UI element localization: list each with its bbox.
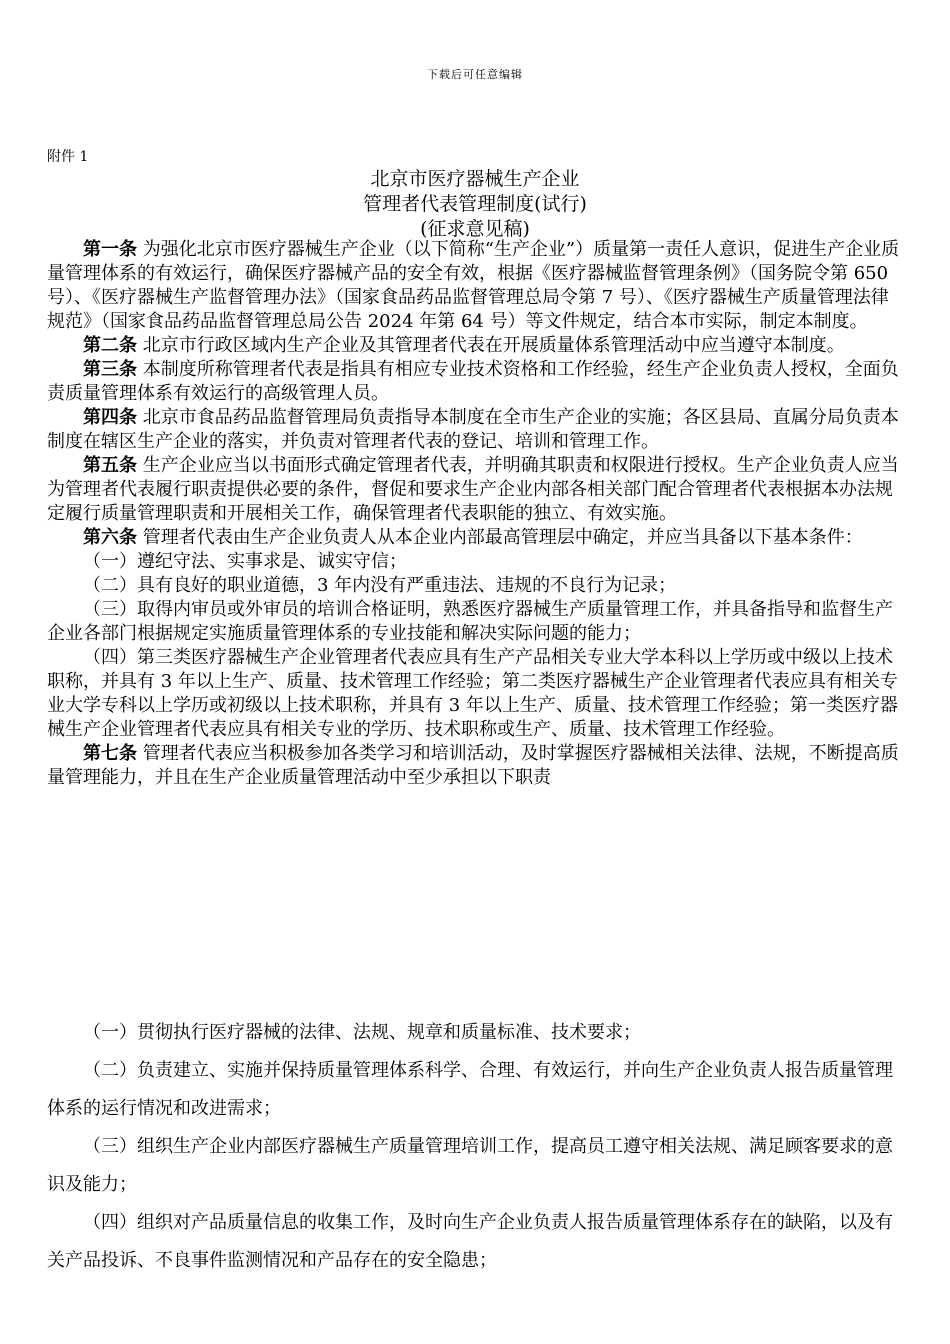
duty-item: （四）组织对产品质量信息的收集工作，及时向生产企业负责人报告质量管理体系存在的缺陷，以及有关产品投诉、不良事件监测情况和产品存在的安全隐患； [47,1212,893,1271]
article-label: 第五条 [83,455,137,476]
document-body [47,238,905,790]
title-line-2: 管理者代表管理制度(试行) [363,193,587,215]
article-text: 为强化北京市医疗器械生产企业（以下简称“生产企业”）质量第一责任人意识，促进生产企业质量管理体系的有效运行，确保医疗器械产品的安全有效，根据《医疗器械监督管理条例》（国务院令第 650 号）、《医疗器械生产监督管理办法》（国家食品药品监督管理总局令第 7 号）、《医疗器械生产质量管理法律规范》（国家食品药品监督管理总局公告 2024 年第 64 号）等文件规定，结合本市实际，制定本制度。 [47,239,900,332]
article-text: 生产企业应当以书面形式确定管理者代表，并明确其职责和权限进行授权。生产企业负责人应当为管理者代表履行职责提供必要的条件，督促和要求生产企业内部各相关部门配合管理者代表根据本办法规定履行质量管理职责和开展相关工作，确保管理者代表职能的独立、有效实施。 [47,455,899,524]
article-text: 本制度所称管理者代表是指具有相应专业技术资格和工作经验，经生产企业负责人授权，全面负责质量管理体系有效运行的高级管理人员。 [47,359,899,404]
article-text: 管理者代表应当积极参加各类学习和培训活动，及时掌握医疗器械相关法律、法规，不断提高质量管理能力，并且在生产企业质量管理活动中至少承担以下职责 [47,743,899,788]
page-header: 下载后可任意编辑 [427,68,523,81]
article-label: 第七条 [83,743,137,764]
duty-item: （一）贯彻执行医疗器械的法律、法规、规章和质量标准、技术要求； [83,1022,641,1043]
condition-item: （一）遵纪守法、实事求是、诚实守信； [83,551,407,572]
condition-item: （四）第三类医疗器械生产企业管理者代表应具有生产产品相关专业大学本科以上学历或中级以上技术职称，并具有 3 年以上生产、质量、技术管理工作经验；第二类医疗器械生产企业管理者代表应具有相关专业大学专科以上学历或初级以上技术职称，并具有 3 年以上生产、质量、技术管理工作经验；第一类医疗器械生产企业管理者代表应具有相关专业的学历、技术职称或生产、质量、技术管理工作经验。 [47,647,898,740]
article-label: 第六条 [83,527,137,548]
article-label: 第三条 [83,359,137,380]
attachment-label: 附件 1 [47,149,89,165]
article-6 [47,526,905,550]
article-1 [47,238,905,334]
duty-item: （二）负责建立、实施并保持质量管理体系科学、合理、有效运行，并向生产企业负责人报告质量管理体系的运行情况和改进需求； [47,1060,893,1119]
article-7 [47,742,905,790]
article-text: 北京市行政区域内生产企业及其管理者代表在开展质量体系管理活动中应当遵守本制度。 [142,335,845,356]
title-line-3: (征求意见稿) [420,218,530,240]
title-line-1: 北京市医疗器械生产企业 [370,168,580,190]
article-label: 第一条 [83,239,137,260]
article-4 [47,406,905,454]
condition-item: （三）取得内审员或外审员的培训合格证明，熟悉医疗器械生产质量管理工作，并具备指导和监督生产企业各部门根据规定实施质量管理体系的专业技能和解决实际问题的能力； [47,599,893,644]
article-3 [47,358,905,406]
article-text: 北京市食品药品监督管理局负责指导本制度在全市生产企业的实施；各区县局、直属分局负责本制度在辖区生产企业的落实，并负责对管理者代表的登记、培训和管理工作。 [47,407,899,452]
article-5 [47,454,905,526]
document-title [0,167,950,242]
article-text: 管理者代表由生产企业负责人从本企业内部最高管理层中确定，并应当具备以下基本条件： [142,527,863,548]
duty-item: （三）组织生产企业内部医疗器械生产质量管理培训工作，提高员工遵守相关法规、满足顾客要求的意识及能力； [47,1136,893,1195]
article-label: 第二条 [83,335,137,356]
article-2 [47,334,905,358]
duties-list [47,1014,905,1280]
condition-item: （二）具有良好的职业道德，3 年内没有严重违法、违规的不良行为记录； [83,575,677,596]
article-label: 第四条 [83,407,137,428]
